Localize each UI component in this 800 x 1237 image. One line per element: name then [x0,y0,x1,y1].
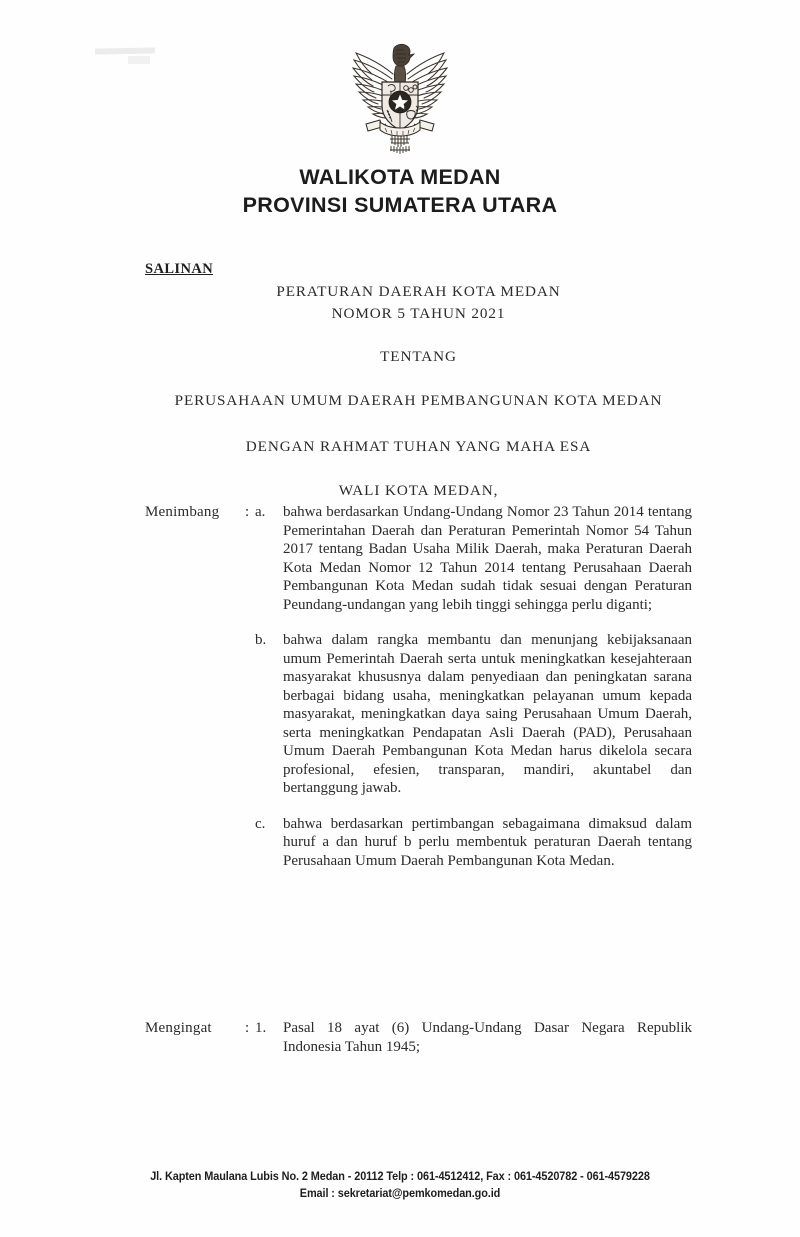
page-footer [24,1168,776,1203]
legal-basis-label: Mengingat [145,1020,212,1036]
consideration-item-b [145,631,692,798]
footer-email: Email : sekretariat@pemkomedan.go.id [299,1187,501,1201]
considerations-section [145,503,692,870]
consideration-item-a [145,503,692,614]
consideration-marker-c: c. [255,815,266,832]
legal-basis-marker-1: 1. [255,1020,267,1036]
consideration-text-a: bahwa berdasarkan Undang-Undang Nomor 23 Tahun 2014 tentang Pemerintahan Daerah dan Peraturan Pemerintah Nomor 54 Tahun 2017 tentang Badan Usaha Milik Daerah, maka Peraturan Daerah Kota Medan Nomor 12 Tahun 2014 tentang Perusahaan Daerah Pembangunan Kota Medan sudah tidak sesuai dengan Peraturan Peundang-undangan yang lebih tinggi sehingga perlu diganti; [283,504,692,613]
divine-invocation: DENGAN RAHMAT TUHAN YANG MAHA ESA [245,438,592,456]
considerations-label: Menimbang [145,504,220,520]
regulation-number-year: NOMOR 5 TAHUN 2021 [331,304,506,322]
emblem-container [0,38,800,160]
footer-address: Jl. Kapten Maulana Lubis No. 2 Medan - 20112 Telp : 061-4512412, Fax : 061-4520782 - 061-4579228 [150,1170,650,1183]
consideration-marker-b: b. [255,632,267,649]
regulation-type: PERATURAN DAERAH KOTA MEDAN [276,283,561,300]
regulation-subject: PERUSAHAAN UMUM DAERAH PEMBANGUNAN KOTA MEDAN [174,391,663,409]
copy-stamp-label: SALINAN [145,261,214,277]
regulation-heading-block [145,281,692,501]
consideration-marker-a: a. [255,504,266,520]
about-label: TENTANG [380,348,457,366]
document-header [0,163,800,220]
legal-basis-colon: : [245,1020,250,1036]
garuda-pancasila-emblem [336,38,464,160]
legal-basis-text-1: Pasal 18 ayat (6) Undang-Undang Dasar Negara Republik Indonesia Tahun 1945; [283,1020,692,1055]
consideration-text-b: bahwa dalam rangka membantu dan menunjang kebijaksanaan umum Pemerintah Daerah serta untuk meningkatkan kesejahteraan masyarakat khususnya dalam penyediaan dan peningkatan sarana berbagai bidang usaha, meningkatkan pelayanan umum kepada masyarakat, meningkatkan daya saing Perusahaan Umum Daerah, serta meningkatkan Pendapatan Asli Daerah (PAD), Perusahaan Umum Daerah Pembangunan Kota Medan harus dikelola secara profesional, efesien, transparan, mandiri, akuntabel dan bertanggung jawab. [283,632,692,797]
issuing-authority: WALI KOTA MEDAN, [338,481,499,499]
legal-basis-section [145,1019,692,1056]
considerations-colon: : [245,504,250,520]
header-line-provinsi: PROVINSI SUMATERA UTARA [242,193,558,218]
consideration-text-c: bahwa berdasarkan pertimbangan sebagaimana dimaksud dalam huruf a dan huruf b perlu membentuk peraturan Daerah tentang Perusahaan Umum Daerah Pembangunan Kota Medan. [283,815,692,869]
legal-basis-item-1 [145,1019,692,1056]
consideration-item-c [145,815,692,871]
header-line-walikota: WALIKOTA MEDAN [299,165,501,189]
